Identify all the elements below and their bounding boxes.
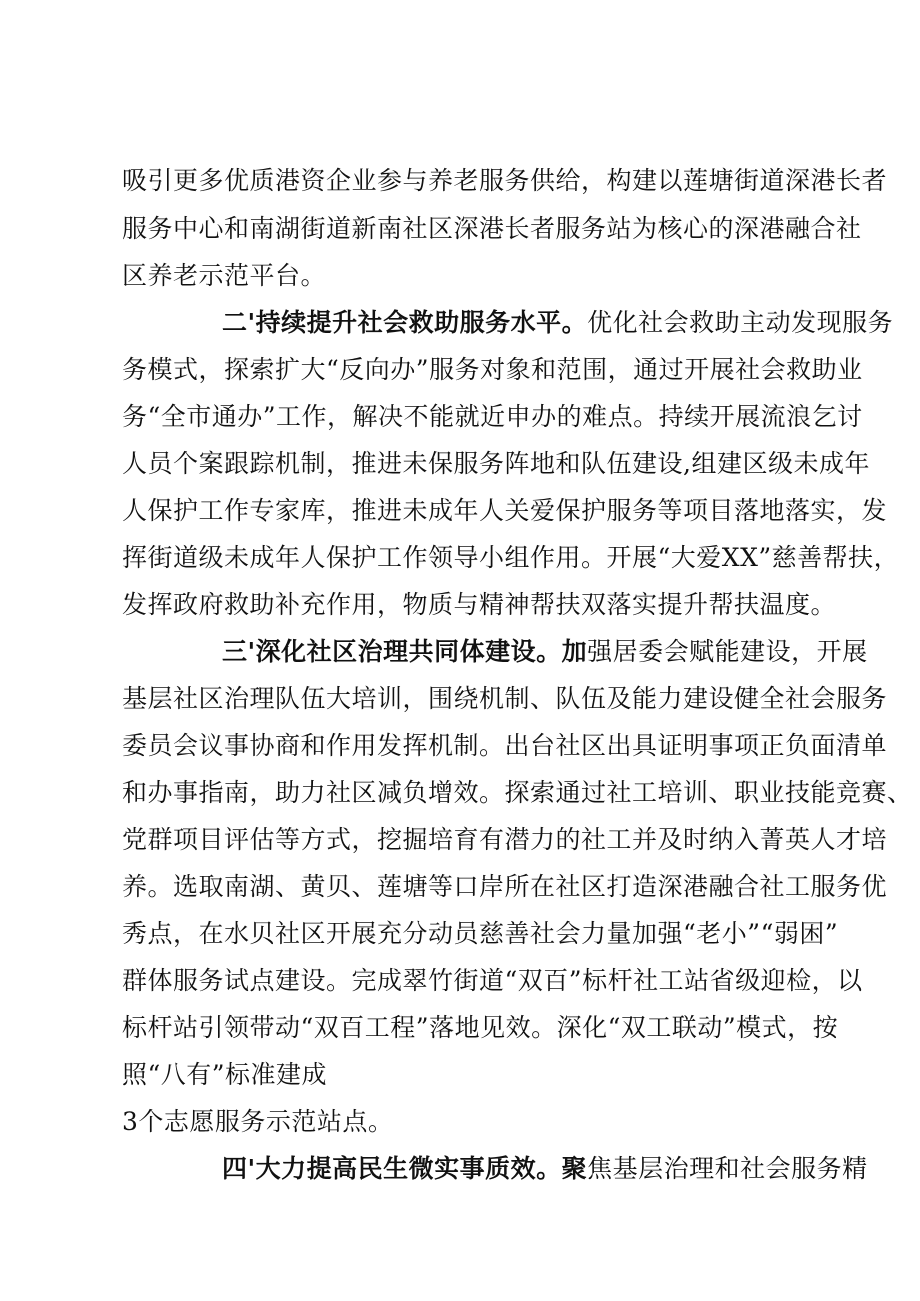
- section3-heading: 三'深化社区治理共同体建设。: [222, 637, 562, 666]
- section3-line-5: 党群项目评估等方式，挖掘培育有潜力的社工并及时纳入菁英人才培: [122, 825, 888, 854]
- section3-line-9: 标杆站引领带动“双百工程”落地见效。深化“双工联动”模式，按: [122, 1013, 839, 1042]
- section4-first-line-rest: 焦基层治理和社会服务精: [587, 1154, 868, 1183]
- section2-line-7: 发挥政府救助补充作用，物质与精神帮扶双落实提升帮扶温度。: [122, 590, 837, 619]
- section2-line-6: 挥街道级未成年人保护工作领导小组作用。开展“大爱XX”慈善帮扶，: [122, 543, 900, 572]
- section4-heading-extra: 聚: [561, 1154, 588, 1183]
- section4-first-line: [222, 1154, 868, 1184]
- section3-line-7: 秀点，在水贝社区开展充分动员慈善社会力量加强“老小”“弱困”: [122, 919, 839, 948]
- section2-line-5: 人保护工作专家库，推进未成年人关爱保护服务等项目落地落实，发: [122, 496, 888, 525]
- section4-heading: 四'大力提高民生微实事质效。: [222, 1154, 562, 1183]
- section3-line-8: 群体服务试点建设。完成翠竹街道“双百”标杆社工站省级迎检，以: [122, 966, 863, 995]
- section3-first-line-rest: 强居委会赋能建设，开展: [587, 637, 868, 666]
- section3-tail-line: 3个志愿服务示范站点。: [122, 1107, 394, 1136]
- section3-line-3: 委员会议事协商和作用发挥机制。出台社区出具证明事项正负面清单: [122, 731, 888, 760]
- section3-heading-extra: 加: [561, 637, 588, 666]
- intro-line-3: 区养老示范平台。: [122, 261, 327, 290]
- intro-line-2: 服务中心和南湖街道新南社区深港长者服务站为核心的深港融合社: [122, 214, 862, 243]
- section2-first-line-rest: 优化社会救助主动发现服务: [587, 308, 894, 337]
- section3-first-line: [222, 637, 868, 667]
- section2-heading: 二'持续提升社会救助服务水平。: [222, 308, 588, 337]
- section2-line-3: 务“全市通办”工作，解决不能就近申办的难点。持续开展流浪乞讨: [122, 402, 863, 431]
- section3-line-4: 和办事指南，助力社区减负增效。探索通过社工培训、职业技能竞赛、: [122, 778, 913, 807]
- section3-line-6: 养。选取南湖、黄贝、莲塘等口岸所在社区打造深港融合社工服务优: [122, 872, 888, 901]
- intro-line-1: 吸引更多优质港资企业参与养老服务供给，构建以莲塘街道深港长者: [122, 166, 888, 195]
- section3-line-10: 照“八有”标准建成: [122, 1060, 328, 1089]
- section3-line-2: 基层社区治理队伍大培训，围绕机制、队伍及能力建设健全社会服务: [122, 684, 888, 713]
- section2-line-2: 务模式，探索扩大“反向办”服务对象和范围，通过开展社会救助业: [122, 355, 863, 384]
- section2-line-4: 人员个案跟踪机制，推进未保服务阵地和队伍建设,组建区级未成年: [122, 449, 870, 478]
- section2-first-line: [222, 308, 894, 338]
